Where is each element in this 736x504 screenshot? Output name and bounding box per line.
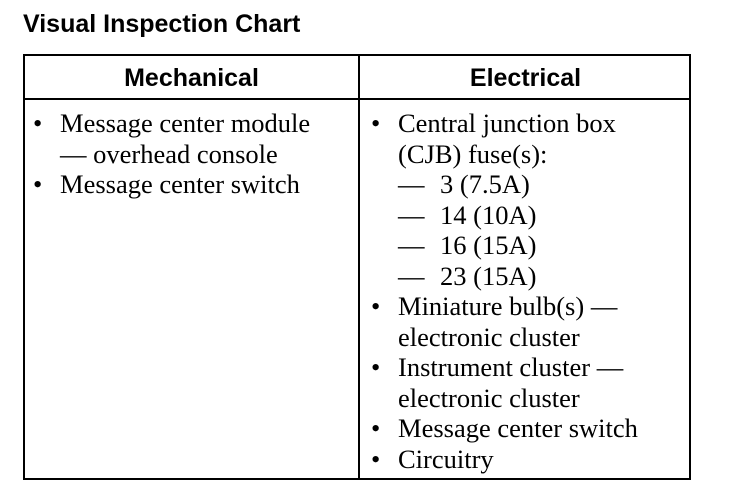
bullet-icon: • xyxy=(371,291,381,321)
dash-icon: — xyxy=(398,199,425,230)
visual-inspection-table xyxy=(23,54,691,480)
bullet-icon: • xyxy=(371,443,381,474)
list-item xyxy=(33,169,353,200)
list-item xyxy=(371,444,687,475)
list-item xyxy=(371,413,687,444)
electrical-cell xyxy=(371,108,687,474)
list-item-text: Instrument cluster — xyxy=(398,352,624,382)
list-item-text: (CJB) fuse(s): xyxy=(398,138,548,169)
dash-icon: — xyxy=(398,260,425,291)
fuse-sub-item xyxy=(398,261,687,292)
bullet-icon: • xyxy=(33,169,43,199)
list-item-text: Central junction box xyxy=(398,108,616,138)
list-item-text: Message center switch xyxy=(398,413,638,443)
list-item xyxy=(371,291,687,352)
bullet-icon: • xyxy=(371,108,381,138)
bullet-icon: • xyxy=(371,352,381,382)
mechanical-list xyxy=(33,108,353,200)
list-item-text: electronic cluster xyxy=(398,321,580,352)
list-item-text: Miniature bulb(s) — xyxy=(398,291,618,321)
fuse-sub-item xyxy=(398,169,687,200)
chart-title: Visual Inspection Chart xyxy=(23,10,301,38)
fuse-value: 14 (10A) xyxy=(440,199,537,230)
table-header-row xyxy=(25,56,689,100)
dash-icon: — xyxy=(398,169,425,199)
list-item xyxy=(371,108,687,291)
fuse-value: 16 (15A) xyxy=(440,230,537,260)
list-item xyxy=(33,108,353,169)
fuse-sub-item xyxy=(398,200,687,231)
bullet-icon: • xyxy=(371,413,381,443)
list-item xyxy=(371,352,687,413)
list-item-text: Message center module xyxy=(60,108,311,138)
fuse-value: 3 (7.5A) xyxy=(440,169,530,199)
mechanical-column-header: Mechanical xyxy=(124,64,259,92)
list-item-text: electronic cluster xyxy=(398,382,580,413)
dash-icon: — xyxy=(398,230,425,260)
fuse-sub-item xyxy=(398,230,687,261)
bullet-icon: • xyxy=(33,108,43,138)
mechanical-cell xyxy=(33,108,353,200)
electrical-list xyxy=(371,108,687,474)
fuse-value: 23 (15A) xyxy=(440,260,537,291)
list-item-text: Message center switch xyxy=(60,169,300,199)
list-item-text: — overhead console xyxy=(60,138,278,169)
electrical-column-header: Electrical xyxy=(469,64,582,92)
list-item-text: Circuitry xyxy=(398,443,494,474)
column-divider xyxy=(358,56,360,478)
